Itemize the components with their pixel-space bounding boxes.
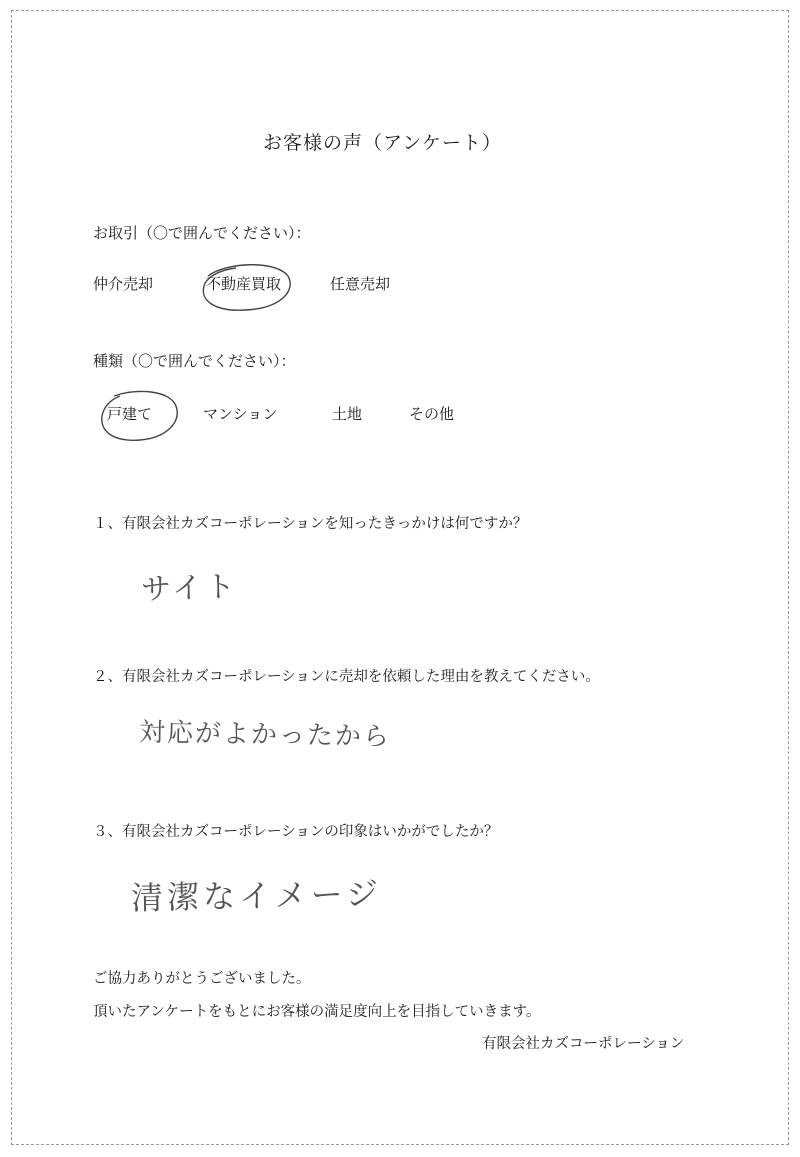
answer-3-handwritten: 清潔なイメージ (130, 874, 383, 918)
transaction-selection-circle (196, 258, 296, 316)
transaction-option-brokerage: 仲介売却 (93, 275, 154, 293)
transaction-label: お取引（〇で囲んでください）： (93, 224, 311, 242)
transaction-option-voluntary-sale: 任意売却 (330, 275, 391, 293)
transaction-option-purchase: 不動産買取 (206, 275, 282, 293)
question-1: １、有限会社カズコーポレーションを知ったきっかけは何ですか？ (93, 516, 528, 532)
question-2: ２、有限会社カズコーポレーションに売却を依頼した理由を教えてください。 (93, 669, 600, 685)
type-option-house: 戸建て (107, 405, 153, 423)
page-title: お客様の声（アンケート） (263, 132, 502, 154)
answer-1-handwritten: サイト (140, 569, 239, 608)
type-option-land: 土地 (332, 405, 363, 423)
type-selection-circle (96, 388, 182, 444)
closing-thanks: ご協力ありがとうございました。 (93, 971, 311, 987)
question-3: ３、有限会社カズコーポレーションの印象はいかがでしたか？ (93, 824, 499, 840)
company-signature: 有限会社カズコーポレーション (482, 1036, 685, 1052)
type-label: 種類（〇で囲んでください）： (93, 352, 296, 370)
closing-message: 頂いたアンケートをもとにお客様の満足度向上を目指していきます。 (93, 1004, 541, 1020)
type-option-condo: マンション (203, 405, 278, 423)
answer-2-handwritten: 対応がよかったから (138, 717, 392, 753)
type-option-other: その他 (409, 405, 455, 423)
